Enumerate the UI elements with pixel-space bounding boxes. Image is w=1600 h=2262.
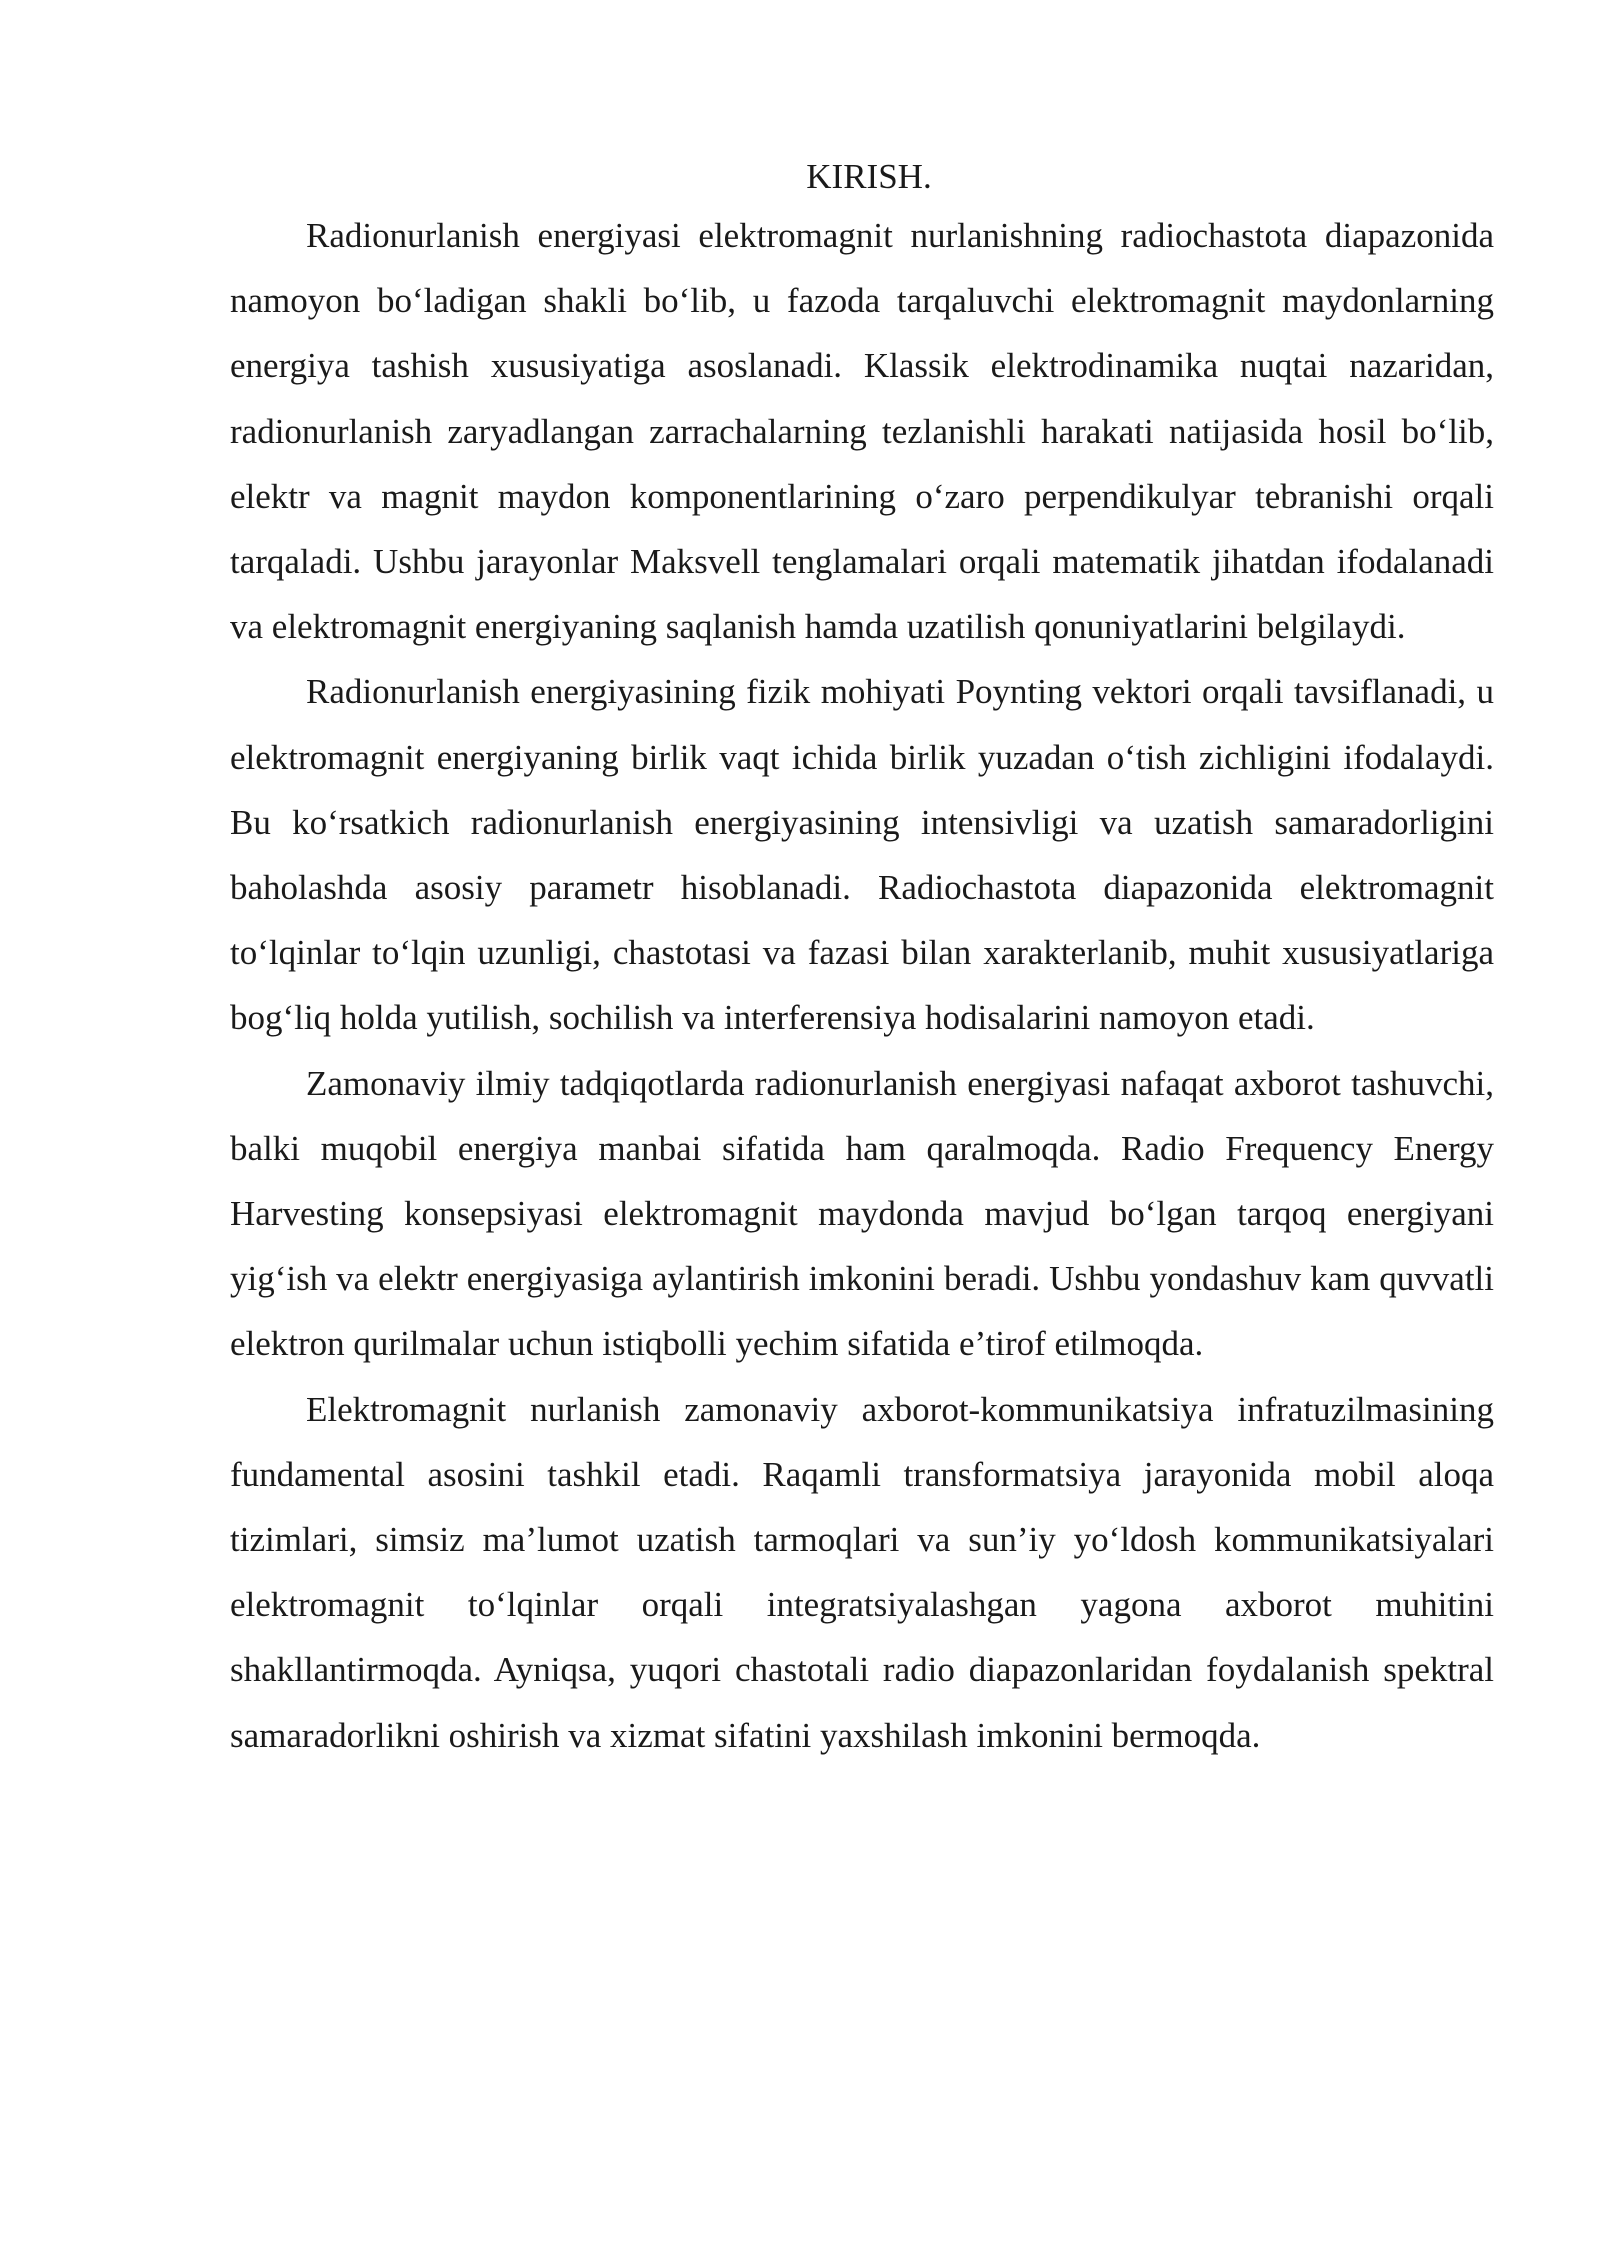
paragraph-1: Radionurlanish energiyasi elektromagnit nurlanishning radiochastota diapazonida namoyon bo‘ladigan shakli bo‘lib, u fazoda tarqaluvchi elektromagnit maydonlarning energiya tashish xususiyatiga asoslanadi. Klassik elektrodinamika nuqtai nazaridan, radionurlanish zaryadlangan zarrachalarning tezlanishli harakati natijasida hosil bo‘lib, elektr va magnit maydon komponentlarining o‘zaro perpendikulyar tebranishi orqali tarqaladi. Ushbu jarayonlar Maksvell tenglamalari orqali matematik jihatdan ifodalanadi va elektromagnit energiyaning saqlanish hamda uzatilish qonuniyatlarini belgilaydi. bbox=[230, 216, 1494, 647]
paragraph-3: Zamonaviy ilmiy tadqiqotlarda radionurlanish energiyasi nafaqat axborot tashuvchi, balki muqobil energiya manbai sifatida ham qaralmoqda. Radio Frequency Energy Harvesting konsepsiyasi elektromagnit maydonda mavjud bo‘lgan tarqoq energiyani yig‘ish va elektr energiyasiga aylantirish imkonini beradi. Ushbu yondashuv kam quvvatli elektron qurilmalar uchun istiqbolli yechim sifatida e’tirof etilmoqda. bbox=[230, 1063, 1494, 1364]
paragraph-4: Elektromagnit nurlanish zamonaviy axborot-kommunikatsiya infratuzilmasining fundamental asosini tashkil etadi. Raqamli transformatsiya jarayonida mobil aloqa tizimlari, simsiz ma’lumot uzatish tarmoqlari va sun’iy yo‘ldosh kommunikatsiyalari elektromagnit to‘lqinlar orqali integratsiyalashgan yagona axborot muhitini shakllantirmoqda. Ayniqsa, yuqori chastotali radio diapazonlaridan foydalanish spektral samaradorlikni oshirish va xizmat sifatini yaxshilash imkonini bermoqda. bbox=[230, 1389, 1494, 1755]
paragraph-2: Radionurlanish energiyasining fizik mohiyati Poynting vektori orqali tavsiflanadi, u elektromagnit energiyaning birlik vaqt ichida birlik yuzadan o‘tish zichligini ifodalaydi. Bu ko‘rsatkich radionurlanish energiyasining intensivligi va uzatish samaradorligini baholashda asosiy parametr hisoblanadi. Radiochastota diapazonida elektromagnit to‘lqinlar to‘lqin uzunligi, chastotasi va fazasi bilan xarakterlanib, muhit xususiyatlariga bog‘liq holda yutilish, sochilish va interferensiya hodisalarini namoyon etadi. bbox=[230, 672, 1494, 1038]
section-title: KIRISH. bbox=[806, 157, 932, 196]
document-page bbox=[230, 150, 1494, 1768]
